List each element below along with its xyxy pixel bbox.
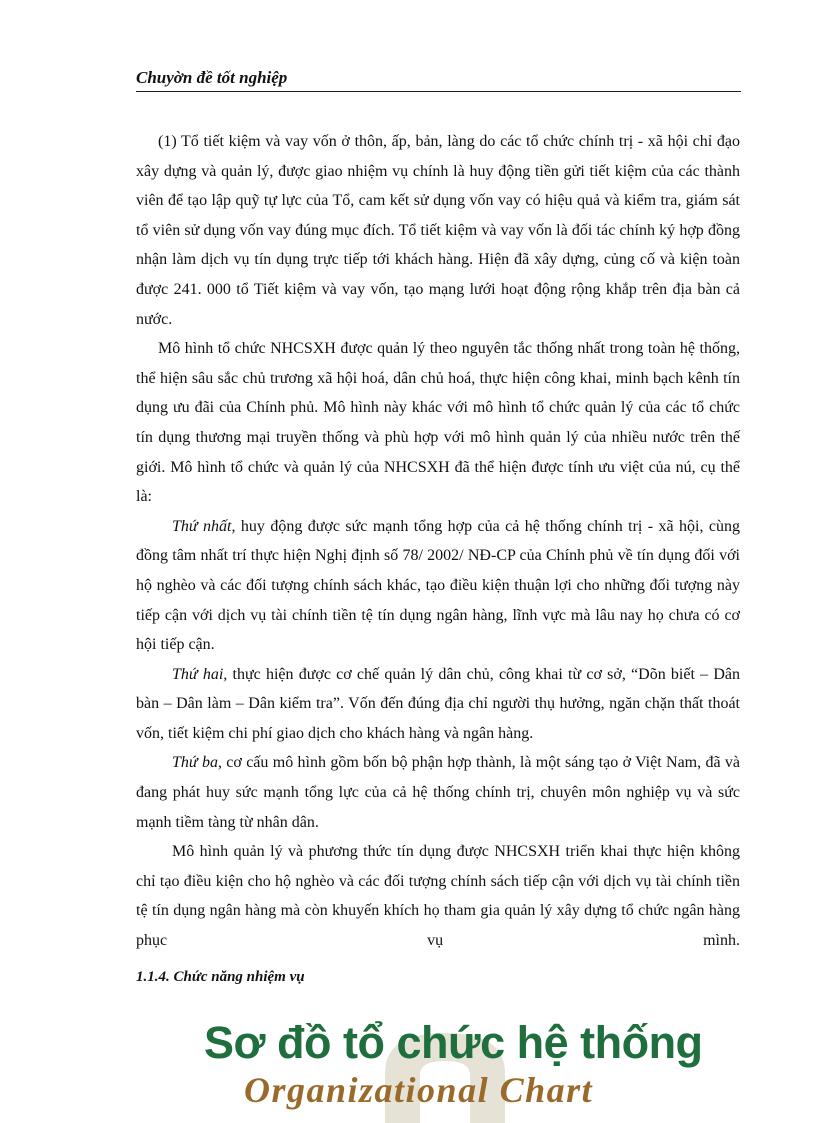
section-heading: 1.1.4. Chức năng nhiệm vụ [136,969,305,985]
paragraph-thu-hai [136,660,740,749]
header-divider [136,91,741,92]
banner-title-en: Organizational Chart [244,1070,594,1110]
paragraph-text: Mô hình tổ chức NHCSXH được quản lý theo nguyên tắc thống nhất trong toàn hệ thống, thể hiện sâu sắc chủ trương xã hội hoá, dân chủ hoá, thực hiện công khai, minh bạch kênh tín dụng ưu đãi của Chính phủ. Mô hình này khác với mô hình tổ chức quản lý của các tổ chức tín dụng thương mại truyền thống và phù hợp với mô hình quản lý của nhiều nước trên thế giới. Mô hình tổ chức và quản lý của NHCSXH đã thể hiện được tính ưu việt của nú, cụ thể là: [136,340,740,506]
paragraph-mo-hinh-quan-ly [136,837,740,955]
paragraph-lead: Thứ hai, [172,665,228,683]
paragraph-thu-ba [136,748,740,837]
paragraph-mo-hinh-to-chuc [136,334,740,512]
paragraph-lead: Thứ ba, [172,754,222,772]
paragraph-text: thực hiện được cơ chế quản lý dân chủ, công khai từ cơ sở, “Dõn biết – Dân bàn – Dân làm – Dân kiểm tra”. Vốn đến đúng địa chỉ người thụ hưởng, ngăn chặn thất thoát vốn, tiết kiệm chi phí giao dịch cho khách hàng và ngân hàng. [136,665,740,742]
banner-title-vn: Sơ đồ tổ chức hệ thống [204,1017,703,1068]
paragraph-text: cơ cấu mô hình gồm bốn bộ phận hợp thành, là một sáng tạo ở Việt Nam, đã và đang phát huy sức mạnh tổng lực của cả hệ thống chính trị, chuyên môn nghiệp vụ và sức mạnh tiềm tàng từ nhân dân. [136,754,740,831]
paragraph-to-tiet-kiem [136,127,740,334]
paragraph-text: huy động được sức mạnh tổng hợp của cả hệ thống chính trị - xã hội, cùng đồng tâm nhất trí thực hiện Nghị định số 78/ 2002/ NĐ-CP của Chính phủ về tín dụng đối với hộ nghèo và các đối tượng chính sách khác, tạo điều kiện thuận lợi cho những đối tượng này tiếp cận với dịch vụ tài chính tiền tệ tín dụng ngân hàng, lĩnh vực mà lâu nay họ chưa có cơ hội tiếp cận. [136,517,740,654]
body-text [136,127,740,956]
paragraph-text: Mô hình quản lý và phương thức tín dụng được NHCSXH triển khai thực hiện không chỉ tạo điều kiện cho hộ nghèo và các đối tượng chính sách tiếp cận với dịch vụ tài chính tiền tệ tín dụng ngân hàng mà còn khuyến khích họ tham gia quản lý xây dựng tổ chức ngân hàng phục vụ mình. [136,843,740,950]
paragraph-text: (1) Tổ tiết kiệm và vay vốn ở thôn, ấp, bản, làng do các tổ chức chính trị - xã hội chỉ đạo xây dựng và quản lý, được giao nhiệm vụ chính là huy động tiền gửi tiết kiệm của các thành viên để tạo lập quỹ tự lực của Tổ, cam kết sử dụng vốn vay có hiệu quả và kiểm tra, giám sát tổ viên sử dụng vốn vay đúng mục đích. Tổ tiết kiệm và vay vốn là đối tác chính ký hợp đồng nhận làm dịch vụ tín dụng trực tiếp tới khách hàng. Hiện đã xây dựng, củng cố và kiện toàn được 241. 000 tổ Tiết kiệm và vay vốn, tạo mạng lưới hoạt động rộng khắp trên địa bàn cả nước. [136,133,740,328]
document-header-title: Chuyờn đề tốt nghiệp [136,68,288,87]
paragraph-thu-nhat [136,512,740,660]
org-chart-banner [190,1013,720,1123]
paragraph-lead: Thứ nhất, [172,517,236,535]
